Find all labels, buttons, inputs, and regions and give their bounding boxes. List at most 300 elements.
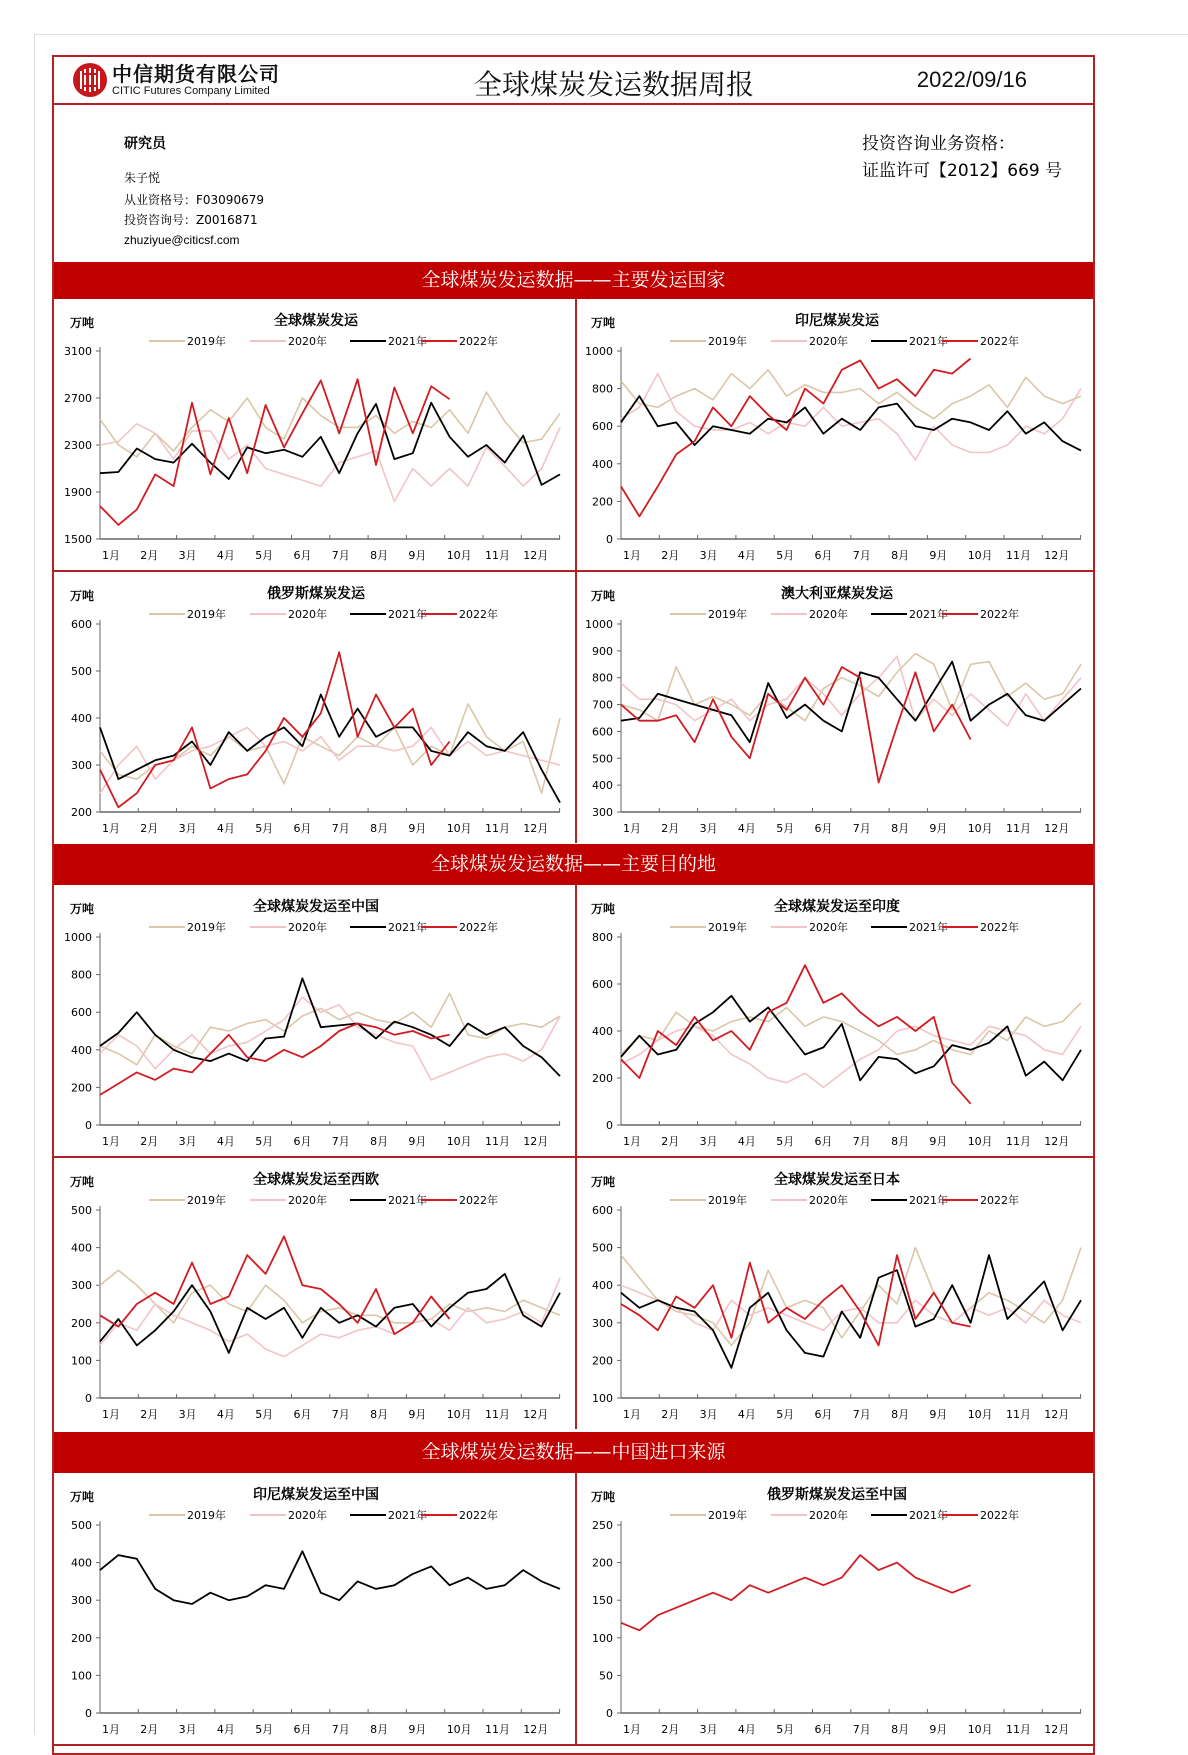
unit-label: 万吨 xyxy=(591,1490,616,1504)
chart-to-china xyxy=(54,885,577,1156)
x-tick-label: 9月 xyxy=(408,1723,427,1736)
y-tick-label: 400 xyxy=(71,1556,92,1570)
unit-label: 万吨 xyxy=(591,316,616,330)
series-line-2021年 xyxy=(100,1551,560,1604)
x-tick-label: 4月 xyxy=(737,822,756,835)
x-tick-label: 1月 xyxy=(623,549,641,562)
chart-title: 俄罗斯煤炭发运至中国 xyxy=(767,1487,907,1503)
y-tick-label: 0 xyxy=(606,533,613,546)
x-tick-label: 9月 xyxy=(408,549,427,562)
y-tick-label: 200 xyxy=(592,1556,613,1570)
chart-to-japan xyxy=(575,1158,1096,1429)
legend-label: 2022年 xyxy=(980,1194,1019,1207)
y-tick-label: 2300 xyxy=(64,439,92,452)
chart-svg xyxy=(575,572,1096,845)
analyst-qualification: 从业资格号：F03090679 xyxy=(124,193,264,207)
series-line-2020年 xyxy=(100,727,560,793)
x-tick-label: 11月 xyxy=(485,1408,510,1421)
y-tick-label: 800 xyxy=(592,382,613,396)
y-tick-label: 200 xyxy=(71,1316,92,1330)
legend-label: 2019年 xyxy=(708,1509,747,1522)
x-tick-label: 10月 xyxy=(446,1723,472,1736)
x-tick-label: 3月 xyxy=(178,1408,197,1421)
chart-australia-shipments xyxy=(575,572,1096,843)
series-line-2019年 xyxy=(621,1248,1081,1346)
chart-global-shipments xyxy=(54,299,577,570)
x-tick-label: 9月 xyxy=(929,1408,948,1421)
x-tick-label: 6月 xyxy=(814,1723,833,1736)
y-tick-label: 500 xyxy=(71,1204,92,1217)
y-tick-label: 600 xyxy=(592,1204,613,1217)
x-tick-label: 12月 xyxy=(1044,1135,1070,1148)
x-tick-label: 3月 xyxy=(699,549,718,562)
x-tick-label: 1月 xyxy=(623,822,641,835)
x-tick-label: 6月 xyxy=(293,549,312,562)
x-tick-label: 1月 xyxy=(102,1723,120,1736)
y-tick-label: 50 xyxy=(599,1669,613,1683)
license-line-1: 投资咨询业务资格： xyxy=(862,134,1015,154)
x-tick-label: 6月 xyxy=(293,1723,312,1736)
x-tick-label: 12月 xyxy=(523,1135,549,1148)
x-tick-label: 5月 xyxy=(255,1135,274,1148)
x-tick-label: 11月 xyxy=(485,549,510,562)
chart-row-1 xyxy=(54,299,1093,572)
legend-label: 2022年 xyxy=(459,608,498,621)
x-tick-label: 8月 xyxy=(891,549,910,562)
y-tick-label: 400 xyxy=(71,1241,92,1255)
x-tick-label: 12月 xyxy=(1044,1723,1070,1736)
x-tick-label: 8月 xyxy=(891,822,910,835)
legend-label: 2021年 xyxy=(909,921,948,934)
chart-title: 印尼煤炭发运 xyxy=(795,313,879,329)
unit-label: 万吨 xyxy=(70,316,95,330)
series-line-2019年 xyxy=(100,392,560,457)
x-tick-label: 7月 xyxy=(852,549,871,562)
company-name-en: CITIC Futures Company Limited xyxy=(112,84,270,97)
x-tick-label: 3月 xyxy=(699,1408,718,1421)
x-tick-label: 1月 xyxy=(102,1135,120,1148)
chart-title: 全球煤炭发运 xyxy=(274,313,358,329)
series-line-2022年 xyxy=(621,1555,971,1630)
chart-to-india xyxy=(575,885,1096,1156)
series-line-2021年 xyxy=(621,996,1081,1081)
series-line-2019年 xyxy=(621,1003,1081,1055)
y-tick-label: 100 xyxy=(71,1669,92,1683)
x-tick-label: 5月 xyxy=(255,822,274,835)
y-tick-label: 0 xyxy=(85,1707,92,1720)
chart-indonesia-to-china xyxy=(54,1473,577,1744)
series-line-2022年 xyxy=(621,667,971,783)
x-tick-label: 3月 xyxy=(178,1135,197,1148)
y-tick-label: 600 xyxy=(71,618,92,631)
y-tick-label: 800 xyxy=(592,931,613,944)
x-tick-label: 4月 xyxy=(216,1408,235,1421)
unit-label: 万吨 xyxy=(70,1490,95,1504)
series-line-2022年 xyxy=(621,359,971,517)
chart-svg xyxy=(575,299,1096,572)
x-tick-label: 2月 xyxy=(140,1723,159,1736)
y-tick-label: 300 xyxy=(71,1279,92,1293)
x-tick-label: 3月 xyxy=(178,822,197,835)
license-info xyxy=(862,131,1062,185)
y-tick-label: 400 xyxy=(592,779,613,793)
y-tick-label: 1000 xyxy=(64,931,92,944)
y-tick-label: 800 xyxy=(592,671,613,685)
y-tick-label: 500 xyxy=(71,665,92,678)
x-tick-label: 8月 xyxy=(891,1408,910,1421)
chart-to-western-europe xyxy=(54,1158,577,1429)
y-tick-label: 300 xyxy=(592,806,613,819)
legend-label: 2020年 xyxy=(809,1194,848,1207)
legend-label: 2021年 xyxy=(388,335,427,348)
citic-logo-icon xyxy=(72,62,108,98)
section-band-exporters: 全球煤炭发运数据——主要发运国家 xyxy=(54,262,1093,299)
chart-row-4 xyxy=(54,1158,1093,1431)
legend-label: 2019年 xyxy=(187,1194,226,1207)
y-tick-label: 3100 xyxy=(64,345,92,358)
legend-label: 2022年 xyxy=(980,608,1019,621)
x-tick-label: 7月 xyxy=(331,1408,350,1421)
legend-label: 2021年 xyxy=(388,608,427,621)
legend-label: 2020年 xyxy=(288,1194,327,1207)
x-tick-label: 2月 xyxy=(661,822,680,835)
x-tick-label: 6月 xyxy=(293,822,312,835)
y-tick-label: 200 xyxy=(592,1072,613,1085)
series-line-2019年 xyxy=(621,370,1081,419)
x-tick-label: 11月 xyxy=(1006,1723,1031,1736)
x-tick-label: 1月 xyxy=(623,1135,641,1148)
x-tick-label: 11月 xyxy=(1006,1408,1031,1421)
x-tick-label: 1月 xyxy=(102,1408,120,1421)
x-tick-label: 9月 xyxy=(929,1723,948,1736)
unit-label: 万吨 xyxy=(591,589,616,603)
x-tick-label: 7月 xyxy=(852,822,871,835)
legend-label: 2019年 xyxy=(708,1194,747,1207)
chart-svg xyxy=(575,885,1096,1158)
y-tick-label: 100 xyxy=(71,1354,92,1368)
x-tick-label: 2月 xyxy=(140,822,159,835)
x-tick-label: 7月 xyxy=(331,1723,350,1736)
unit-label: 万吨 xyxy=(70,589,95,603)
y-tick-label: 300 xyxy=(71,1594,92,1608)
analyst-advisory-number: 投资咨询号：Z0016871 xyxy=(124,213,258,227)
x-tick-label: 5月 xyxy=(255,1723,274,1736)
legend-label: 2020年 xyxy=(809,335,848,348)
analyst-name: 朱子悦 xyxy=(124,171,161,185)
y-tick-label: 600 xyxy=(592,725,613,739)
x-tick-label: 3月 xyxy=(178,549,197,562)
legend-label: 2019年 xyxy=(187,335,226,348)
chart-title: 澳大利亚煤炭发运 xyxy=(781,586,893,602)
x-tick-label: 8月 xyxy=(891,1723,910,1736)
x-tick-label: 5月 xyxy=(255,1408,274,1421)
x-tick-label: 6月 xyxy=(814,1408,833,1421)
x-tick-label: 12月 xyxy=(1044,1408,1070,1421)
x-tick-label: 8月 xyxy=(370,1135,389,1148)
legend-label: 2020年 xyxy=(809,921,848,934)
x-tick-label: 10月 xyxy=(967,1723,993,1736)
chart-svg xyxy=(54,1473,575,1746)
legend-label: 2020年 xyxy=(288,335,327,348)
analyst-email[interactable]: zhuziyue@citicsf.com xyxy=(124,233,240,247)
legend-label: 2022年 xyxy=(980,921,1019,934)
legend-label: 2022年 xyxy=(459,1509,498,1522)
x-tick-label: 5月 xyxy=(776,1408,795,1421)
legend-label: 2020年 xyxy=(809,608,848,621)
x-tick-label: 1月 xyxy=(102,822,120,835)
x-tick-label: 2月 xyxy=(140,549,159,562)
y-tick-label: 200 xyxy=(71,806,92,819)
series-line-2021年 xyxy=(100,403,560,485)
chart-row-5 xyxy=(54,1473,1093,1746)
x-tick-label: 6月 xyxy=(293,1135,312,1148)
y-tick-label: 1000 xyxy=(585,618,613,631)
chart-svg xyxy=(54,1158,575,1431)
x-tick-label: 2月 xyxy=(140,1408,159,1421)
y-tick-label: 250 xyxy=(592,1519,613,1532)
analyst-info xyxy=(54,103,1093,263)
series-line-2021年 xyxy=(100,978,560,1076)
x-tick-label: 10月 xyxy=(967,1408,993,1421)
y-tick-label: 150 xyxy=(592,1594,613,1608)
chart-title: 印尼煤炭发运至中国 xyxy=(253,1487,379,1503)
x-tick-label: 2月 xyxy=(661,1135,680,1148)
y-tick-label: 1900 xyxy=(64,486,92,499)
chart-title: 全球煤炭发运至西欧 xyxy=(253,1172,379,1188)
x-tick-label: 4月 xyxy=(737,549,756,562)
y-tick-label: 600 xyxy=(592,420,613,434)
unit-label: 万吨 xyxy=(70,902,95,916)
x-tick-label: 9月 xyxy=(408,1135,427,1148)
x-tick-label: 10月 xyxy=(446,1408,472,1421)
y-tick-label: 400 xyxy=(71,1043,92,1057)
x-tick-label: 7月 xyxy=(331,822,350,835)
x-tick-label: 2月 xyxy=(661,549,680,562)
x-tick-label: 12月 xyxy=(523,549,549,562)
y-tick-label: 0 xyxy=(85,1119,92,1132)
y-tick-label: 200 xyxy=(71,1631,92,1645)
x-tick-label: 10月 xyxy=(967,1135,993,1148)
legend-label: 2021年 xyxy=(388,1194,427,1207)
x-tick-label: 11月 xyxy=(485,822,510,835)
legend-label: 2022年 xyxy=(459,335,498,348)
y-tick-label: 100 xyxy=(592,1392,613,1405)
legend-label: 2021年 xyxy=(909,608,948,621)
legend-label: 2021年 xyxy=(909,1509,948,1522)
x-tick-label: 6月 xyxy=(814,1135,833,1148)
y-tick-label: 1500 xyxy=(64,533,92,546)
x-tick-label: 7月 xyxy=(852,1723,871,1736)
series-line-2022年 xyxy=(100,652,450,807)
x-tick-label: 4月 xyxy=(216,1135,235,1148)
x-tick-label: 12月 xyxy=(523,1723,549,1736)
chart-title: 全球煤炭发运至日本 xyxy=(774,1172,900,1188)
y-tick-label: 600 xyxy=(71,1006,92,1020)
chart-title: 俄罗斯煤炭发运 xyxy=(267,586,365,602)
x-tick-label: 4月 xyxy=(216,549,235,562)
report-frame xyxy=(52,55,1095,1755)
x-tick-label: 2月 xyxy=(661,1723,680,1736)
legend-label: 2019年 xyxy=(708,608,747,621)
x-tick-label: 8月 xyxy=(370,1723,389,1736)
unit-label: 万吨 xyxy=(591,902,616,916)
x-tick-label: 7月 xyxy=(331,1135,350,1148)
legend-label: 2019年 xyxy=(187,921,226,934)
chart-indonesia-shipments xyxy=(575,299,1096,570)
x-tick-label: 4月 xyxy=(737,1723,756,1736)
series-line-2022年 xyxy=(100,1024,450,1095)
y-tick-label: 400 xyxy=(592,1279,613,1293)
series-line-2022年 xyxy=(621,965,971,1104)
legend-label: 2022年 xyxy=(980,1509,1019,1522)
y-tick-label: 0 xyxy=(606,1707,613,1720)
section-band-destinations: 全球煤炭发运数据——主要目的地 xyxy=(54,844,1093,885)
x-tick-label: 9月 xyxy=(929,549,948,562)
legend-label: 2022年 xyxy=(980,335,1019,348)
y-tick-label: 600 xyxy=(592,978,613,991)
series-line-2019年 xyxy=(621,654,1081,721)
legend-label: 2020年 xyxy=(288,1509,327,1522)
x-tick-label: 11月 xyxy=(1006,549,1031,562)
x-tick-label: 3月 xyxy=(699,822,718,835)
x-tick-label: 3月 xyxy=(178,1723,197,1736)
x-tick-label: 12月 xyxy=(523,822,549,835)
y-tick-label: 900 xyxy=(592,644,613,658)
chart-svg xyxy=(54,299,575,572)
chart-russia-to-china xyxy=(575,1473,1096,1744)
x-tick-label: 10月 xyxy=(967,549,993,562)
x-tick-label: 4月 xyxy=(216,1723,235,1736)
y-tick-label: 300 xyxy=(71,759,92,772)
x-tick-label: 5月 xyxy=(776,549,795,562)
chart-title: 全球煤炭发运至印度 xyxy=(774,899,900,915)
x-tick-label: 11月 xyxy=(485,1135,510,1148)
y-tick-label: 2700 xyxy=(64,392,92,405)
x-tick-label: 9月 xyxy=(408,1408,427,1421)
series-line-2022年 xyxy=(100,1236,450,1334)
y-tick-label: 1000 xyxy=(585,345,613,358)
legend-label: 2021年 xyxy=(909,1194,948,1207)
x-tick-label: 3月 xyxy=(699,1723,718,1736)
analyst-role: 研究员 xyxy=(124,136,166,152)
section-band-china-sources: 全球煤炭发运数据——中国进口来源 xyxy=(54,1432,1093,1473)
x-tick-label: 11月 xyxy=(1006,822,1031,835)
legend-label: 2020年 xyxy=(288,921,327,934)
x-tick-label: 9月 xyxy=(929,1135,948,1148)
chart-svg xyxy=(54,885,575,1158)
report-title: 全球煤炭发运数据周报 xyxy=(473,68,754,101)
x-tick-label: 4月 xyxy=(737,1408,756,1421)
x-tick-label: 1月 xyxy=(623,1723,641,1736)
x-tick-label: 1月 xyxy=(623,1408,641,1421)
legend-label: 2021年 xyxy=(388,921,427,934)
legend-label: 2022年 xyxy=(459,921,498,934)
x-tick-label: 12月 xyxy=(523,1408,549,1421)
x-tick-label: 7月 xyxy=(852,1135,871,1148)
x-tick-label: 9月 xyxy=(408,822,427,835)
x-tick-label: 5月 xyxy=(776,822,795,835)
x-tick-label: 11月 xyxy=(1006,1135,1031,1148)
y-tick-label: 400 xyxy=(592,457,613,471)
y-tick-label: 500 xyxy=(71,1519,92,1532)
x-tick-label: 6月 xyxy=(814,549,833,562)
x-tick-label: 8月 xyxy=(370,549,389,562)
x-tick-label: 10月 xyxy=(446,822,472,835)
chart-title: 全球煤炭发运至中国 xyxy=(253,899,379,915)
x-tick-label: 10月 xyxy=(446,1135,472,1148)
y-tick-label: 200 xyxy=(592,1354,613,1368)
x-tick-label: 12月 xyxy=(1044,549,1070,562)
y-tick-label: 800 xyxy=(71,968,92,982)
x-tick-label: 6月 xyxy=(814,822,833,835)
x-tick-label: 6月 xyxy=(293,1408,312,1421)
series-line-2022年 xyxy=(621,1255,971,1345)
x-tick-label: 5月 xyxy=(776,1723,795,1736)
x-tick-label: 9月 xyxy=(929,822,948,835)
x-tick-label: 11月 xyxy=(485,1723,510,1736)
x-tick-label: 7月 xyxy=(331,549,350,562)
y-tick-label: 0 xyxy=(606,1119,613,1132)
x-tick-label: 12月 xyxy=(1044,822,1070,835)
x-tick-label: 8月 xyxy=(370,822,389,835)
legend-label: 2020年 xyxy=(809,1509,848,1522)
series-line-2021年 xyxy=(621,662,1081,743)
chart-svg xyxy=(575,1473,1096,1746)
y-tick-label: 500 xyxy=(592,1241,613,1255)
legend-label: 2019年 xyxy=(187,1509,226,1522)
chart-row-2 xyxy=(54,572,1093,844)
unit-label: 万吨 xyxy=(591,1175,616,1189)
y-tick-label: 200 xyxy=(71,1081,92,1095)
x-tick-label: 10月 xyxy=(967,822,993,835)
report-header xyxy=(54,57,1093,105)
legend-label: 2019年 xyxy=(708,335,747,348)
series-line-2020年 xyxy=(621,656,1081,726)
legend-label: 2021年 xyxy=(388,1509,427,1522)
y-tick-label: 300 xyxy=(592,1316,613,1330)
chart-row-3 xyxy=(54,885,1093,1158)
x-tick-label: 3月 xyxy=(699,1135,718,1148)
chart-svg xyxy=(54,572,575,845)
y-tick-label: 500 xyxy=(592,752,613,766)
chart-svg xyxy=(575,1158,1096,1431)
x-tick-label: 1月 xyxy=(102,549,120,562)
y-tick-label: 400 xyxy=(592,1025,613,1038)
report-date: 2022/09/16 xyxy=(916,67,1027,92)
x-tick-label: 8月 xyxy=(891,1135,910,1148)
x-tick-label: 8月 xyxy=(370,1408,389,1421)
legend-label: 2022年 xyxy=(459,1194,498,1207)
y-tick-label: 200 xyxy=(592,495,613,509)
x-tick-label: 5月 xyxy=(776,1135,795,1148)
legend-label: 2020年 xyxy=(288,608,327,621)
x-tick-label: 2月 xyxy=(140,1135,159,1148)
x-tick-label: 10月 xyxy=(446,549,472,562)
legend-label: 2019年 xyxy=(708,921,747,934)
x-tick-label: 7月 xyxy=(852,1408,871,1421)
license-line-2: 证监许可【2012】669 号 xyxy=(862,161,1063,181)
y-tick-label: 400 xyxy=(71,712,92,725)
chart-russia-shipments xyxy=(54,572,577,843)
y-tick-label: 0 xyxy=(85,1392,92,1405)
legend-label: 2021年 xyxy=(909,335,948,348)
x-tick-label: 4月 xyxy=(216,822,235,835)
y-tick-label: 700 xyxy=(592,698,613,712)
legend-label: 2019年 xyxy=(187,608,226,621)
x-tick-label: 4月 xyxy=(737,1135,756,1148)
x-tick-label: 2月 xyxy=(661,1408,680,1421)
unit-label: 万吨 xyxy=(70,1175,95,1189)
